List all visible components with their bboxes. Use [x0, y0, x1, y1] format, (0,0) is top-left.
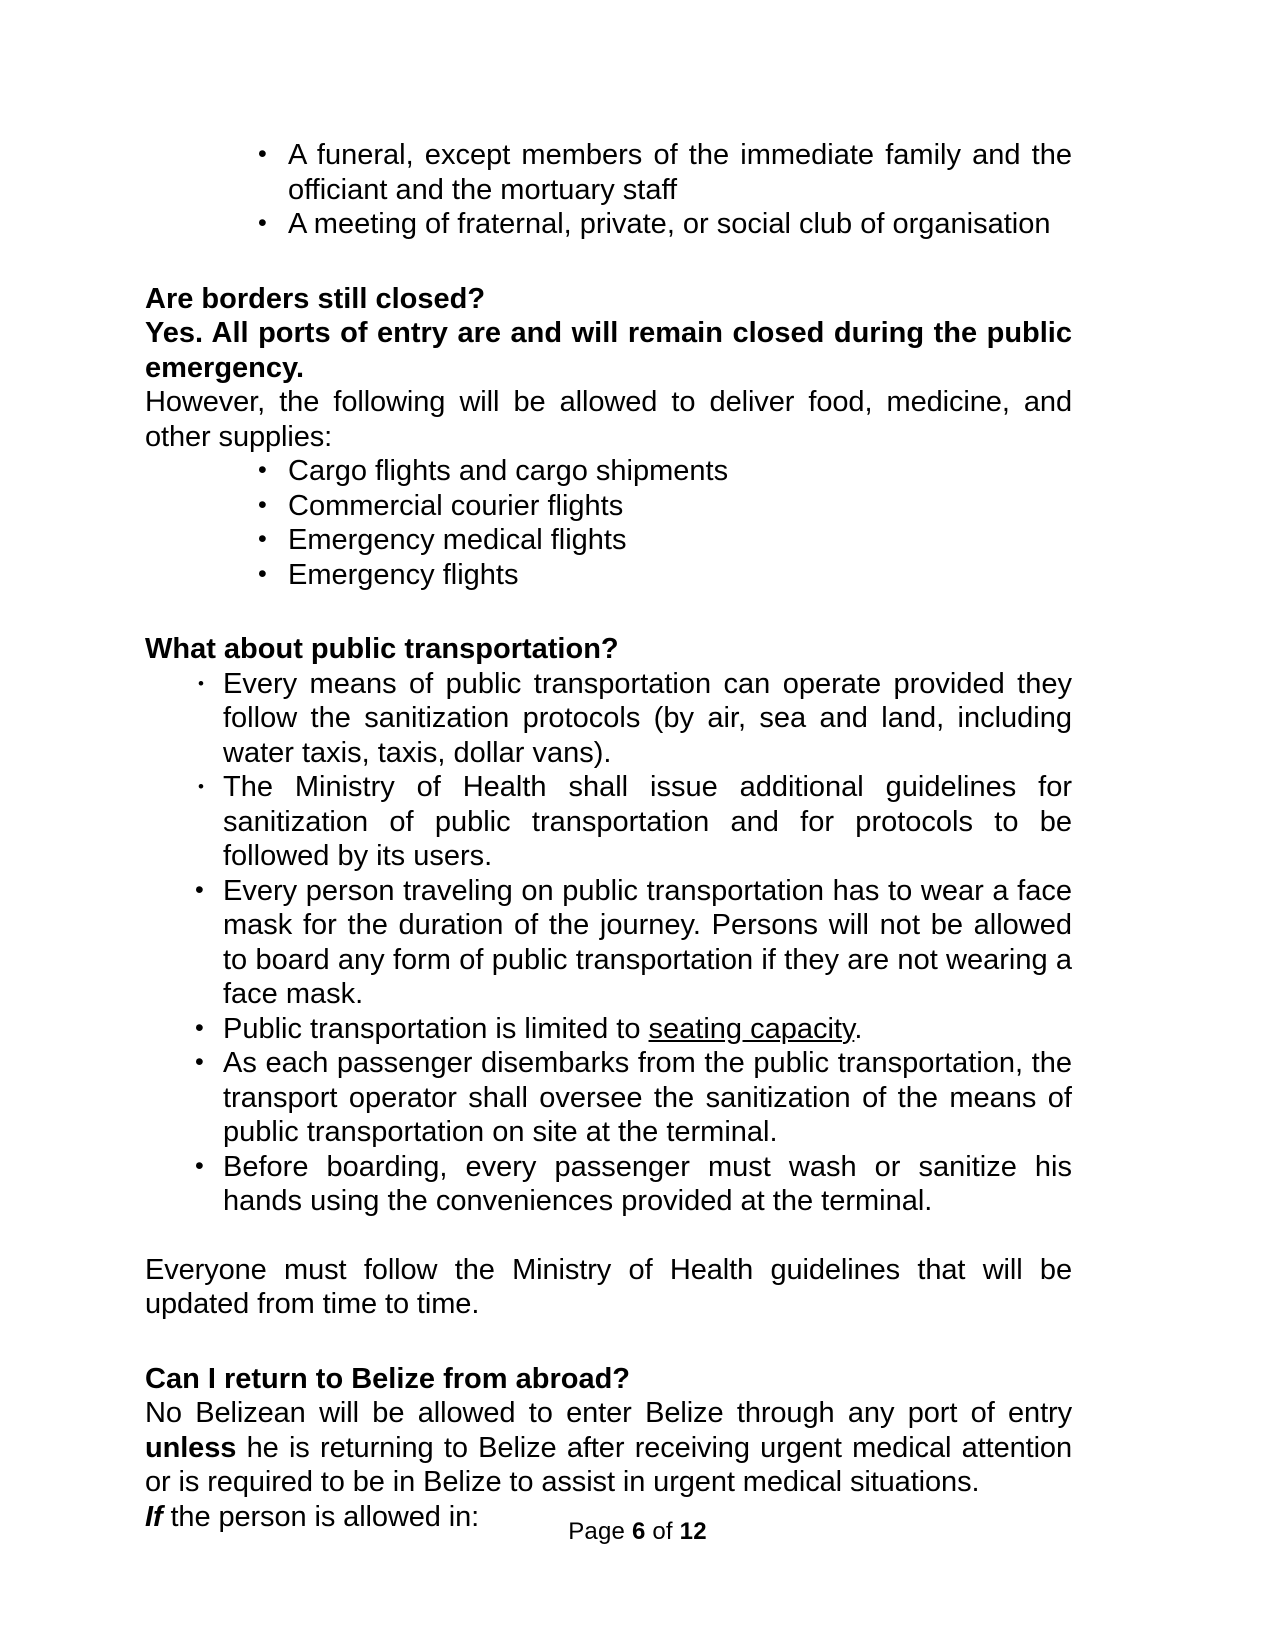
if-rest: the person is allowed in: [162, 1500, 480, 1533]
list-item: • A meeting of fraternal, private, or social club of organisation [258, 207, 1072, 242]
unless-bold: unless [145, 1431, 237, 1464]
page-footer [0, 1518, 1275, 1546]
section-heading-return-to-belize: Can I return to Belize from abroad? [145, 1362, 630, 1395]
seating-capacity-underlined: seating capacity [648, 1012, 855, 1045]
list-item: • Every means of public transportation can operate provided they follow the sanitization protocols (by air, sea and land, including water taxis, taxis, dollar vans). [195, 667, 1072, 771]
footer-page-number: 6 [631, 1518, 646, 1545]
return-to-belize-paragraph [145, 1396, 1072, 1500]
return-text-after: he is returning to Belize after receiving urgent medical attention or is required to be in Belize to assist in urgent medical situations. [145, 1431, 1072, 1498]
list-item: • Every person traveling on public transportation has to wear a face mask for the duration of the journey. Persons will not be allowed to board any form of public transportation if they are not wearing a face mask. [195, 874, 1072, 1012]
footer-prefix: Page [568, 1518, 632, 1545]
return-text-before: No Belizean will be allowed to enter Belize through any port of entry [145, 1397, 1072, 1429]
if-bold-italic: If [145, 1500, 163, 1533]
list-item: • Emergency medical flights [258, 523, 1072, 558]
list-item-seating-capacity [195, 1012, 1072, 1047]
list-item: • As each passenger disembarks from the public transportation, the transport operator shall oversee the sanitization of the means of public transportation on site at the terminal. [195, 1046, 1072, 1150]
list-item: • A funeral, except members of the immediate family and the officiant and the mortuary staff [258, 138, 1072, 207]
top-bullet-list [145, 138, 1072, 242]
list-item: • Commercial courier flights [258, 489, 1072, 524]
transportation-bullet-list [145, 667, 1072, 1219]
section-answer-borders: Yes. All ports of entry are and will remain closed during the public emergency. [145, 317, 1072, 384]
document-content [145, 138, 1072, 1534]
seating-text-after: . [854, 1012, 863, 1045]
borders-bullet-list [145, 454, 1072, 592]
section-intro-borders: However, the following will be allowed to deliver food, medicine, and other supplies: [145, 386, 1072, 453]
footer-middle: of [645, 1518, 680, 1545]
section-heading-borders: Are borders still closed? [145, 282, 486, 315]
list-item: • The Ministry of Health shall issue additional guidelines for sanitization of public transportation and for protocols to be followed by its users. [195, 770, 1072, 874]
list-item: • Before boarding, every passenger must wash or sanitize his hands using the conveniences provided at the terminal. [195, 1150, 1072, 1219]
footer-total-pages: 12 [679, 1518, 707, 1545]
section-spacer [145, 1219, 1072, 1253]
section-spacer [145, 242, 1072, 282]
list-item: • Cargo flights and cargo shipments [258, 454, 1072, 489]
seating-text-before: Public transportation is limited to [223, 1012, 649, 1045]
section-heading-public-transportation: What about public transportation? [145, 633, 619, 665]
section-spacer [145, 592, 1072, 632]
section-spacer [145, 1322, 1072, 1362]
transportation-closing-paragraph: Everyone must follow the Ministry of Health guidelines that will be updated from time to time. [145, 1253, 1072, 1320]
list-item: • Emergency flights [258, 558, 1072, 593]
